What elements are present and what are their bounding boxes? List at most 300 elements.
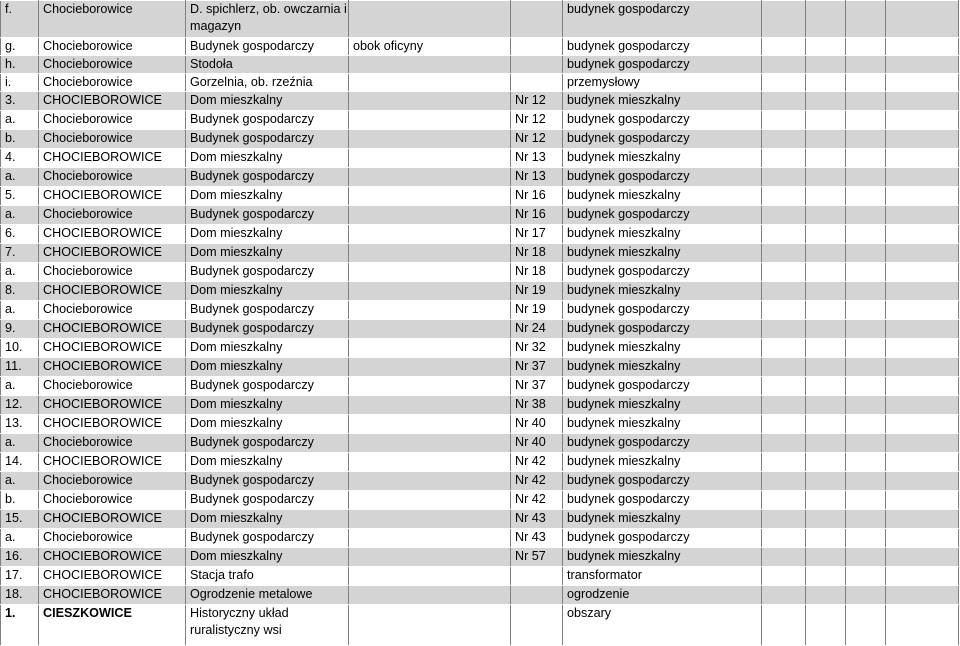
row-empty bbox=[762, 396, 806, 415]
row-house-number: Nr 37 bbox=[511, 377, 563, 396]
row-house-number: Nr 13 bbox=[511, 149, 563, 168]
row-empty bbox=[806, 74, 846, 92]
row-house-number: Nr 12 bbox=[511, 92, 563, 111]
row-place: CHOCIEBOROWICE bbox=[39, 358, 186, 377]
row-place: Chocieborowice bbox=[39, 491, 186, 510]
row-empty bbox=[846, 130, 886, 149]
row-empty bbox=[886, 548, 959, 567]
row-location bbox=[349, 396, 511, 415]
table-row bbox=[1, 56, 959, 74]
row-empty bbox=[762, 453, 806, 472]
row-type: budynek mieszkalny bbox=[563, 282, 762, 301]
row-empty bbox=[762, 206, 806, 225]
row-type: transformator bbox=[563, 567, 762, 586]
row-number: f. bbox=[1, 1, 39, 38]
row-number: 7. bbox=[1, 244, 39, 263]
row-house-number bbox=[511, 605, 563, 646]
table-row bbox=[1, 206, 959, 225]
table-row bbox=[1, 111, 959, 130]
row-type: budynek gospodarczy bbox=[563, 472, 762, 491]
row-empty bbox=[886, 472, 959, 491]
row-place: CHOCIEBOROWICE bbox=[39, 282, 186, 301]
row-number: 18. bbox=[1, 586, 39, 605]
row-number: 13. bbox=[1, 415, 39, 434]
row-house-number bbox=[511, 56, 563, 74]
row-object: Dom mieszkalny bbox=[186, 396, 349, 415]
row-empty bbox=[846, 168, 886, 187]
row-type: ogrodzenie bbox=[563, 586, 762, 605]
row-location bbox=[349, 434, 511, 453]
row-empty bbox=[762, 244, 806, 263]
row-empty bbox=[846, 1, 886, 38]
row-empty bbox=[806, 396, 846, 415]
row-empty bbox=[886, 187, 959, 206]
row-location bbox=[349, 168, 511, 187]
row-house-number: Nr 57 bbox=[511, 548, 563, 567]
row-type: budynek gospodarczy bbox=[563, 301, 762, 320]
row-type: budynek gospodarczy bbox=[563, 168, 762, 187]
row-empty bbox=[886, 415, 959, 434]
row-empty bbox=[846, 339, 886, 358]
row-object: Budynek gospodarczy bbox=[186, 529, 349, 548]
row-object: Budynek gospodarczy bbox=[186, 111, 349, 130]
row-house-number: Nr 40 bbox=[511, 415, 563, 434]
table-row bbox=[1, 472, 959, 491]
row-empty bbox=[846, 92, 886, 111]
row-location bbox=[349, 1, 511, 38]
row-location bbox=[349, 605, 511, 646]
row-house-number: Nr 17 bbox=[511, 225, 563, 244]
table-row bbox=[1, 567, 959, 586]
row-empty bbox=[846, 187, 886, 206]
row-type: budynek gospodarczy bbox=[563, 130, 762, 149]
row-empty bbox=[762, 74, 806, 92]
row-empty bbox=[806, 301, 846, 320]
row-house-number: Nr 16 bbox=[511, 187, 563, 206]
row-place: Chocieborowice bbox=[39, 74, 186, 92]
row-empty bbox=[762, 586, 806, 605]
row-place: CHOCIEBOROWICE bbox=[39, 225, 186, 244]
row-number: g. bbox=[1, 38, 39, 56]
row-house-number: Nr 43 bbox=[511, 510, 563, 529]
row-object: Stacja trafo bbox=[186, 567, 349, 586]
row-type: przemysłowy bbox=[563, 74, 762, 92]
row-place: CHOCIEBOROWICE bbox=[39, 415, 186, 434]
row-empty bbox=[846, 320, 886, 339]
row-type: budynek gospodarczy bbox=[563, 263, 762, 282]
row-number: a. bbox=[1, 529, 39, 548]
row-location bbox=[349, 567, 511, 586]
row-empty bbox=[846, 244, 886, 263]
row-number: a. bbox=[1, 377, 39, 396]
row-location bbox=[349, 529, 511, 548]
row-place: CHOCIEBOROWICE bbox=[39, 244, 186, 263]
row-empty bbox=[806, 111, 846, 130]
row-empty bbox=[762, 225, 806, 244]
row-empty bbox=[806, 548, 846, 567]
row-empty bbox=[806, 586, 846, 605]
row-type: budynek gospodarczy bbox=[563, 56, 762, 74]
row-empty bbox=[886, 111, 959, 130]
row-object: Historyczny układ ruralistyczny wsi bbox=[186, 605, 349, 646]
row-place: Chocieborowice bbox=[39, 1, 186, 38]
row-house-number: Nr 24 bbox=[511, 320, 563, 339]
row-place: Chocieborowice bbox=[39, 168, 186, 187]
row-empty bbox=[806, 339, 846, 358]
row-empty bbox=[886, 56, 959, 74]
row-house-number bbox=[511, 567, 563, 586]
row-empty bbox=[886, 263, 959, 282]
row-number: 17. bbox=[1, 567, 39, 586]
row-location bbox=[349, 491, 511, 510]
row-empty bbox=[762, 415, 806, 434]
row-empty bbox=[806, 510, 846, 529]
row-house-number: Nr 42 bbox=[511, 453, 563, 472]
row-place: Chocieborowice bbox=[39, 56, 186, 74]
row-empty bbox=[846, 263, 886, 282]
row-object: Budynek gospodarczy bbox=[186, 301, 349, 320]
row-empty bbox=[886, 225, 959, 244]
row-house-number: Nr 18 bbox=[511, 244, 563, 263]
row-place: CHOCIEBOROWICE bbox=[39, 396, 186, 415]
row-type: budynek gospodarczy bbox=[563, 1, 762, 38]
row-object: Dom mieszkalny bbox=[186, 510, 349, 529]
table-row bbox=[1, 339, 959, 358]
row-empty bbox=[886, 377, 959, 396]
row-empty bbox=[762, 38, 806, 56]
row-empty bbox=[846, 567, 886, 586]
row-location bbox=[349, 130, 511, 149]
row-object: Gorzelnia, ob. rzeźnia bbox=[186, 74, 349, 92]
row-number: a. bbox=[1, 263, 39, 282]
row-house-number: Nr 13 bbox=[511, 168, 563, 187]
row-empty bbox=[886, 149, 959, 168]
row-empty bbox=[846, 149, 886, 168]
row-house-number: Nr 42 bbox=[511, 491, 563, 510]
table-row bbox=[1, 263, 959, 282]
table-row bbox=[1, 377, 959, 396]
row-location bbox=[349, 263, 511, 282]
table-row bbox=[1, 510, 959, 529]
row-location bbox=[349, 111, 511, 130]
row-empty bbox=[762, 529, 806, 548]
table-row bbox=[1, 168, 959, 187]
row-house-number: Nr 19 bbox=[511, 282, 563, 301]
row-number: 10. bbox=[1, 339, 39, 358]
row-location bbox=[349, 225, 511, 244]
table-row bbox=[1, 415, 959, 434]
row-number: 14. bbox=[1, 453, 39, 472]
row-number: i. bbox=[1, 74, 39, 92]
row-house-number: Nr 18 bbox=[511, 263, 563, 282]
row-empty bbox=[846, 586, 886, 605]
row-empty bbox=[806, 1, 846, 38]
row-object: Budynek gospodarczy bbox=[186, 320, 349, 339]
table-row bbox=[1, 74, 959, 92]
row-object: Budynek gospodarczy bbox=[186, 263, 349, 282]
row-empty bbox=[846, 301, 886, 320]
row-house-number: Nr 19 bbox=[511, 301, 563, 320]
row-location bbox=[349, 244, 511, 263]
row-object: Budynek gospodarczy bbox=[186, 434, 349, 453]
row-house-number: Nr 40 bbox=[511, 434, 563, 453]
table-row bbox=[1, 38, 959, 56]
row-empty bbox=[886, 510, 959, 529]
row-location bbox=[349, 548, 511, 567]
row-object: Dom mieszkalny bbox=[186, 225, 349, 244]
row-empty bbox=[762, 567, 806, 586]
row-number: a. bbox=[1, 472, 39, 491]
row-object: Dom mieszkalny bbox=[186, 187, 349, 206]
row-place: CHOCIEBOROWICE bbox=[39, 92, 186, 111]
row-house-number bbox=[511, 1, 563, 38]
row-place: CHOCIEBOROWICE bbox=[39, 586, 186, 605]
table-row bbox=[1, 358, 959, 377]
row-empty bbox=[806, 605, 846, 646]
row-type: budynek gospodarczy bbox=[563, 38, 762, 56]
row-empty bbox=[886, 168, 959, 187]
row-empty bbox=[762, 472, 806, 491]
row-type: budynek mieszkalny bbox=[563, 339, 762, 358]
table-row bbox=[1, 453, 959, 472]
row-location bbox=[349, 510, 511, 529]
row-empty bbox=[762, 92, 806, 111]
row-place: CHOCIEBOROWICE bbox=[39, 149, 186, 168]
row-empty bbox=[762, 130, 806, 149]
row-empty bbox=[762, 320, 806, 339]
row-empty bbox=[886, 339, 959, 358]
row-place: CHOCIEBOROWICE bbox=[39, 548, 186, 567]
row-empty bbox=[846, 415, 886, 434]
row-empty bbox=[762, 491, 806, 510]
row-location bbox=[349, 320, 511, 339]
row-number: 5. bbox=[1, 187, 39, 206]
row-empty bbox=[846, 605, 886, 646]
row-number: 16. bbox=[1, 548, 39, 567]
row-number: b. bbox=[1, 130, 39, 149]
row-empty bbox=[846, 491, 886, 510]
table-row bbox=[1, 320, 959, 339]
row-type: budynek mieszkalny bbox=[563, 396, 762, 415]
row-object: Dom mieszkalny bbox=[186, 282, 349, 301]
row-number: a. bbox=[1, 434, 39, 453]
row-place: CHOCIEBOROWICE bbox=[39, 320, 186, 339]
row-object: Budynek gospodarczy bbox=[186, 206, 349, 225]
row-type: budynek mieszkalny bbox=[563, 510, 762, 529]
row-house-number: Nr 12 bbox=[511, 111, 563, 130]
row-number: 9. bbox=[1, 320, 39, 339]
row-place: Chocieborowice bbox=[39, 130, 186, 149]
row-location: obok oficyny bbox=[349, 38, 511, 56]
row-empty bbox=[762, 339, 806, 358]
row-type: budynek mieszkalny bbox=[563, 149, 762, 168]
table-row bbox=[1, 130, 959, 149]
row-number: a. bbox=[1, 168, 39, 187]
row-empty bbox=[806, 92, 846, 111]
row-object: Dom mieszkalny bbox=[186, 415, 349, 434]
row-place: Chocieborowice bbox=[39, 529, 186, 548]
row-place: Chocieborowice bbox=[39, 377, 186, 396]
row-number: 4. bbox=[1, 149, 39, 168]
row-empty bbox=[762, 605, 806, 646]
row-type: budynek mieszkalny bbox=[563, 244, 762, 263]
row-house-number: Nr 16 bbox=[511, 206, 563, 225]
row-house-number: Nr 32 bbox=[511, 339, 563, 358]
row-location bbox=[349, 92, 511, 111]
row-object: Dom mieszkalny bbox=[186, 149, 349, 168]
row-object: Dom mieszkalny bbox=[186, 358, 349, 377]
row-empty bbox=[762, 111, 806, 130]
row-empty bbox=[762, 263, 806, 282]
row-number: 6. bbox=[1, 225, 39, 244]
table-row bbox=[1, 434, 959, 453]
row-place: CHOCIEBOROWICE bbox=[39, 339, 186, 358]
row-type: budynek mieszkalny bbox=[563, 358, 762, 377]
row-object: Dom mieszkalny bbox=[186, 339, 349, 358]
row-empty bbox=[806, 377, 846, 396]
row-number: 15. bbox=[1, 510, 39, 529]
row-empty bbox=[762, 301, 806, 320]
row-empty bbox=[886, 1, 959, 38]
row-empty bbox=[806, 187, 846, 206]
row-object: D. spichlerz, ob. owczarnia i magazyn bbox=[186, 1, 349, 38]
row-object: Budynek gospodarczy bbox=[186, 491, 349, 510]
row-empty bbox=[886, 244, 959, 263]
row-house-number: Nr 37 bbox=[511, 358, 563, 377]
table-row bbox=[1, 92, 959, 111]
row-location bbox=[349, 206, 511, 225]
row-place: CIESZKOWICE bbox=[39, 605, 186, 646]
row-empty bbox=[762, 282, 806, 301]
row-empty bbox=[806, 567, 846, 586]
row-location bbox=[349, 586, 511, 605]
table-row bbox=[1, 244, 959, 263]
row-empty bbox=[846, 56, 886, 74]
row-empty bbox=[806, 282, 846, 301]
row-location bbox=[349, 282, 511, 301]
row-house-number: Nr 12 bbox=[511, 130, 563, 149]
row-empty bbox=[846, 529, 886, 548]
row-empty bbox=[806, 38, 846, 56]
row-empty bbox=[886, 567, 959, 586]
row-empty bbox=[846, 510, 886, 529]
row-empty bbox=[886, 605, 959, 646]
row-object: Stodoła bbox=[186, 56, 349, 74]
table-row bbox=[1, 1, 959, 38]
row-empty bbox=[806, 149, 846, 168]
row-type: budynek gospodarczy bbox=[563, 529, 762, 548]
row-empty bbox=[806, 56, 846, 74]
row-number: 11. bbox=[1, 358, 39, 377]
row-empty bbox=[806, 529, 846, 548]
row-type: budynek gospodarczy bbox=[563, 377, 762, 396]
row-object: Budynek gospodarczy bbox=[186, 168, 349, 187]
row-empty bbox=[886, 320, 959, 339]
table-row bbox=[1, 605, 959, 646]
table-row bbox=[1, 491, 959, 510]
table-row bbox=[1, 548, 959, 567]
row-empty bbox=[886, 130, 959, 149]
row-empty bbox=[846, 472, 886, 491]
row-object: Budynek gospodarczy bbox=[186, 377, 349, 396]
row-location bbox=[349, 377, 511, 396]
row-empty bbox=[886, 396, 959, 415]
row-empty bbox=[762, 56, 806, 74]
row-empty bbox=[846, 111, 886, 130]
row-empty bbox=[806, 244, 846, 263]
table-row bbox=[1, 187, 959, 206]
row-empty bbox=[762, 358, 806, 377]
row-house-number bbox=[511, 586, 563, 605]
row-location bbox=[349, 74, 511, 92]
row-object: Budynek gospodarczy bbox=[186, 130, 349, 149]
table-row bbox=[1, 282, 959, 301]
row-empty bbox=[846, 548, 886, 567]
row-place: Chocieborowice bbox=[39, 111, 186, 130]
table-row bbox=[1, 586, 959, 605]
row-empty bbox=[806, 434, 846, 453]
row-empty bbox=[762, 510, 806, 529]
row-type: budynek gospodarczy bbox=[563, 491, 762, 510]
row-house-number: Nr 43 bbox=[511, 529, 563, 548]
row-place: Chocieborowice bbox=[39, 434, 186, 453]
row-empty bbox=[886, 491, 959, 510]
table-row bbox=[1, 149, 959, 168]
table-row bbox=[1, 225, 959, 244]
row-location bbox=[349, 187, 511, 206]
row-empty bbox=[886, 434, 959, 453]
row-empty bbox=[806, 225, 846, 244]
row-empty bbox=[886, 301, 959, 320]
row-empty bbox=[806, 168, 846, 187]
row-type: budynek mieszkalny bbox=[563, 225, 762, 244]
row-place: Chocieborowice bbox=[39, 263, 186, 282]
row-type: obszary bbox=[563, 605, 762, 646]
row-empty bbox=[762, 434, 806, 453]
row-place: CHOCIEBOROWICE bbox=[39, 187, 186, 206]
row-empty bbox=[806, 453, 846, 472]
row-empty bbox=[762, 187, 806, 206]
row-empty bbox=[762, 168, 806, 187]
row-empty bbox=[846, 396, 886, 415]
row-empty bbox=[886, 206, 959, 225]
row-number: a. bbox=[1, 206, 39, 225]
row-house-number bbox=[511, 38, 563, 56]
row-empty bbox=[846, 74, 886, 92]
row-number: 1. bbox=[1, 605, 39, 646]
row-number: b. bbox=[1, 491, 39, 510]
row-empty bbox=[886, 529, 959, 548]
table-row bbox=[1, 301, 959, 320]
row-location bbox=[349, 453, 511, 472]
row-object: Ogrodzenie metalowe bbox=[186, 586, 349, 605]
row-number: 3. bbox=[1, 92, 39, 111]
row-type: budynek mieszkalny bbox=[563, 187, 762, 206]
row-house-number: Nr 42 bbox=[511, 472, 563, 491]
row-location bbox=[349, 56, 511, 74]
row-type: budynek mieszkalny bbox=[563, 415, 762, 434]
row-empty bbox=[886, 282, 959, 301]
row-place: CHOCIEBOROWICE bbox=[39, 510, 186, 529]
row-type: budynek gospodarczy bbox=[563, 320, 762, 339]
row-number: a. bbox=[1, 301, 39, 320]
row-object: Dom mieszkalny bbox=[186, 244, 349, 263]
row-location bbox=[349, 149, 511, 168]
row-empty bbox=[762, 149, 806, 168]
row-type: budynek gospodarczy bbox=[563, 434, 762, 453]
row-house-number: Nr 38 bbox=[511, 396, 563, 415]
row-location bbox=[349, 339, 511, 358]
